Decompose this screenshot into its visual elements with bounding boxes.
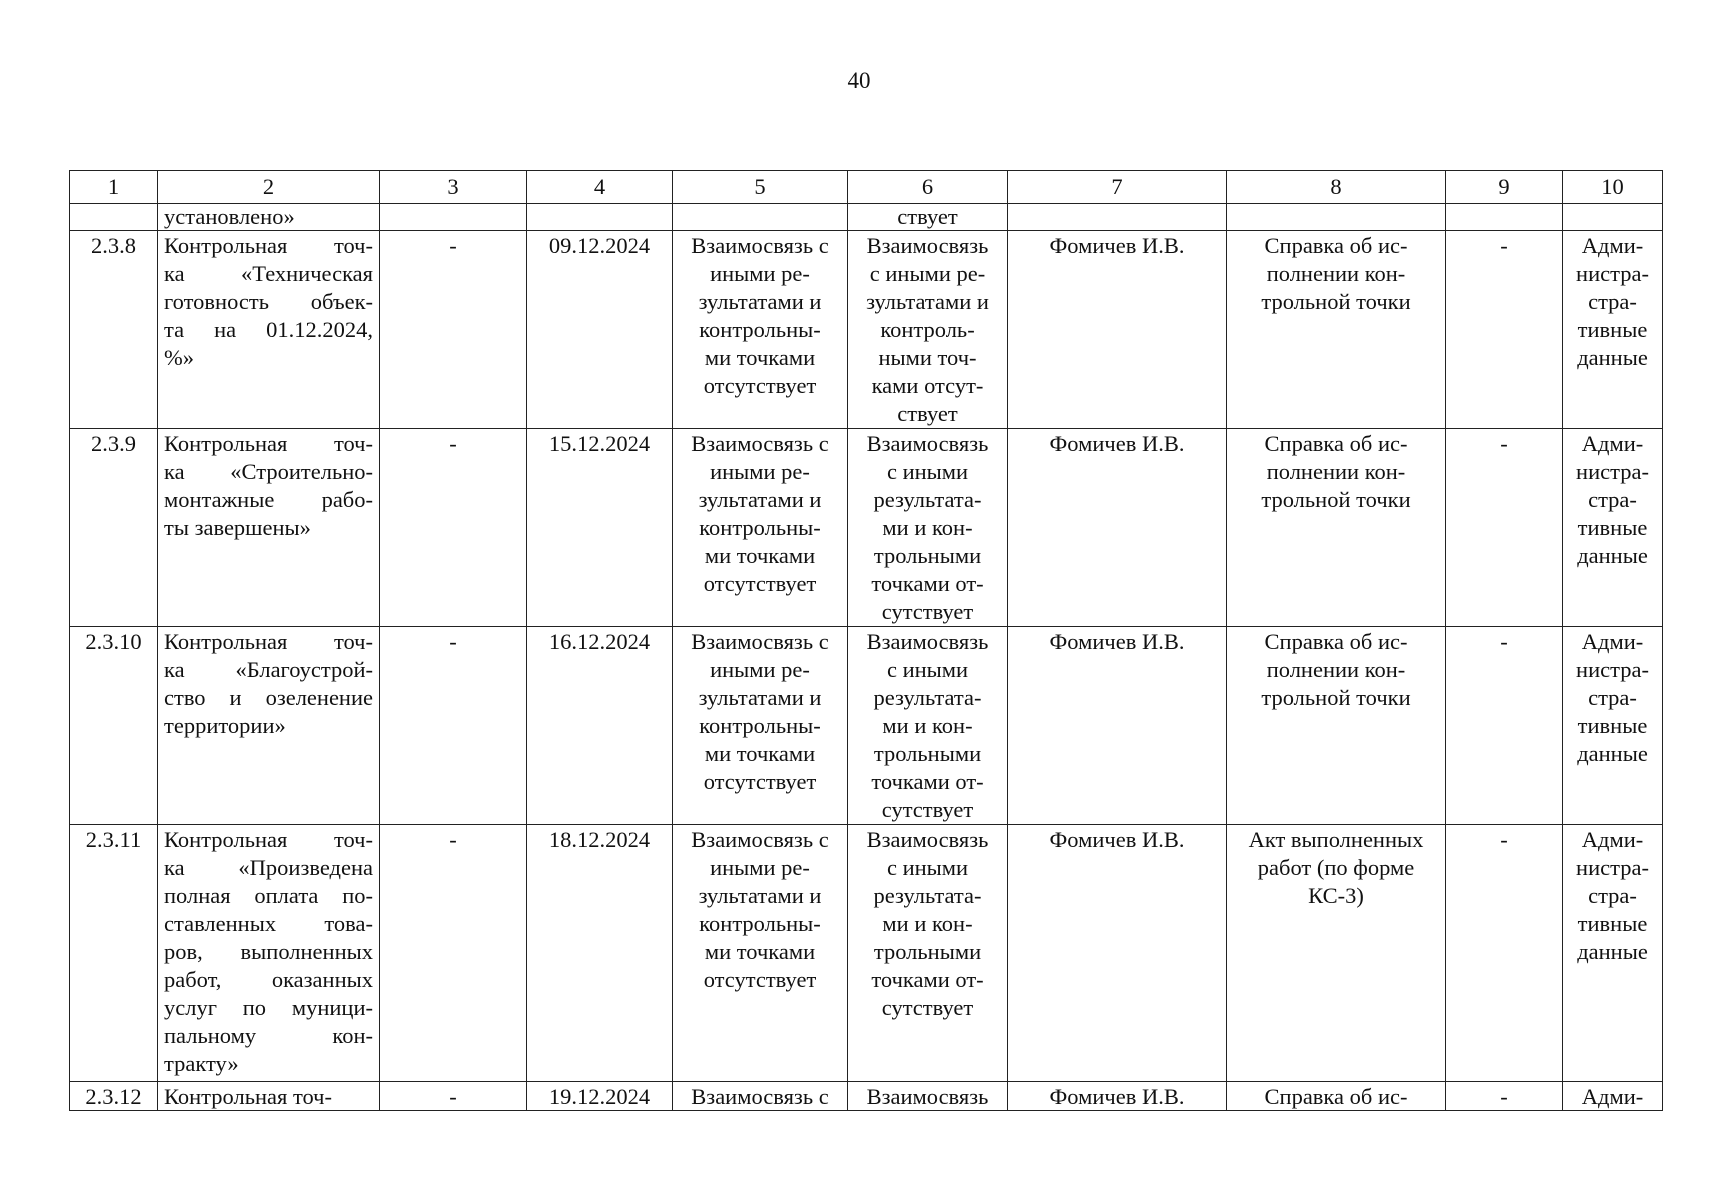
relation-points-line: зультатами и: [866, 289, 989, 314]
relation-points-line: с иными: [886, 855, 969, 880]
relation-points-line: трольными: [873, 741, 982, 766]
control-point-name-line: Контрольная точ-: [164, 629, 373, 654]
confirming-document-line: Справка об ис-: [1264, 1084, 1408, 1109]
control-point-name-line: пальному кон-: [164, 1023, 373, 1048]
row-number: 2.3.12: [70, 1082, 158, 1111]
control-point-name: [158, 231, 380, 429]
relation-points-line: Взаимосвязь: [866, 233, 989, 258]
column-number: 3: [380, 171, 527, 204]
control-point-name-line: работ, оказанных: [164, 967, 373, 992]
column-number: 6: [848, 171, 1008, 204]
due-date: 18.12.2024: [527, 825, 673, 1082]
relation-points-line: сутствует: [881, 995, 974, 1020]
confirming-document-line: полнении кон-: [1266, 459, 1406, 484]
relation-results: [673, 627, 848, 825]
relation-points-line: Взаимосвязь: [866, 1084, 989, 1109]
column-number: 5: [673, 171, 848, 204]
relation-results-line: Взаимосвязь с: [691, 629, 829, 654]
relation-points-line: точками от-: [871, 769, 984, 794]
confirming-document-line: Акт выполненных: [1248, 827, 1424, 852]
column-number: 7: [1008, 171, 1227, 204]
relation-results-line: отсутствует: [703, 373, 817, 398]
relation-points-line: ствует: [897, 401, 958, 426]
table-row: [70, 825, 1663, 1082]
control-point-name-line: %»: [164, 345, 194, 370]
column9-value: -: [1446, 825, 1563, 1082]
control-points-table: [69, 170, 1663, 1111]
data-source-line: данные: [1577, 741, 1648, 766]
confirming-document: [1227, 429, 1446, 627]
data-source: [1563, 1082, 1663, 1111]
relation-results-line: контрольны-: [699, 515, 821, 540]
data-source-line: нистра-: [1576, 261, 1649, 286]
relation-results-line: иными ре-: [710, 657, 810, 682]
relation-points: [848, 429, 1008, 627]
responsible-person: Фомичев И.В.: [1008, 627, 1227, 825]
due-date: 19.12.2024: [527, 1082, 673, 1111]
relation-results-line: иными ре-: [710, 261, 810, 286]
relation-points-line: ми и кон-: [882, 713, 973, 738]
relation-points-line: с иными: [886, 657, 969, 682]
continuation-text: ствует: [848, 204, 1008, 231]
confirming-document-line: Справка об ис-: [1264, 431, 1408, 456]
relation-points-line: контроль-: [880, 317, 975, 342]
confirming-document-line: полнении кон-: [1266, 261, 1406, 286]
confirming-document-line: трольной точки: [1261, 289, 1411, 314]
relation-points-line: трольными: [873, 543, 982, 568]
relation-points-line: ными точ-: [878, 345, 977, 370]
control-point-name-line: ставленных това-: [164, 911, 373, 936]
confirming-document-line: работ (по форме: [1257, 855, 1415, 880]
confirming-document-line: Справка об ис-: [1264, 233, 1408, 258]
relation-results-line: зультатами и: [698, 487, 822, 512]
relation-points-line: Взаимосвязь: [866, 431, 989, 456]
relation-results-line: Взаимосвязь с: [691, 431, 829, 456]
relation-points: [848, 1082, 1008, 1111]
control-point-name-line: ка «Благоустрой-: [164, 657, 373, 682]
relation-results-line: отсутствует: [703, 769, 817, 794]
data-source-line: данные: [1577, 543, 1648, 568]
confirming-document: [1227, 627, 1446, 825]
control-point-name-line: Контрольная точ-: [164, 233, 373, 258]
relation-results-line: ми точками: [704, 939, 816, 964]
data-source-line: стра-: [1588, 883, 1637, 908]
data-source-line: стра-: [1588, 289, 1637, 314]
relation-results-line: зультатами и: [698, 289, 822, 314]
row-number: 2.3.8: [70, 231, 158, 429]
relation-results-line: контрольны-: [699, 911, 821, 936]
data-source-line: Адми-: [1581, 1084, 1644, 1109]
relation-results: [673, 231, 848, 429]
relation-results-line: отсутствует: [703, 967, 817, 992]
confirming-document-line: трольной точки: [1261, 487, 1411, 512]
relation-results-line: иными ре-: [710, 855, 810, 880]
relation-results-line: ми точками: [704, 543, 816, 568]
row-number: 2.3.10: [70, 627, 158, 825]
column3-value: -: [380, 429, 527, 627]
control-point-name-line: ты завершены»: [164, 515, 311, 540]
data-source-line: нистра-: [1576, 459, 1649, 484]
control-point-name: [158, 825, 380, 1082]
relation-points-line: результата-: [873, 883, 982, 908]
relation-points-line: Взаимосвязь: [866, 629, 989, 654]
relation-points: [848, 627, 1008, 825]
row-number: 2.3.9: [70, 429, 158, 627]
table-row: [70, 1082, 1663, 1111]
control-point-name-line: ка «Строительно-: [164, 459, 373, 484]
control-point-name-line: полная оплата по-: [164, 883, 373, 908]
control-point-name-line: услуг по муници-: [164, 995, 373, 1020]
column9-value: -: [1446, 1082, 1563, 1111]
relation-points-line: результата-: [873, 487, 982, 512]
control-point-name-line: ка «Техническая: [164, 261, 373, 286]
data-source-line: данные: [1577, 345, 1648, 370]
data-source-line: Адми-: [1581, 431, 1644, 456]
control-point-name-line: ство и озеленение: [164, 685, 373, 710]
relation-results-line: Взаимосвязь с: [691, 827, 829, 852]
confirming-document: [1227, 825, 1446, 1082]
relation-points-line: ми и кон-: [882, 515, 973, 540]
relation-results-line: зультатами и: [698, 685, 822, 710]
confirming-document: [1227, 231, 1446, 429]
column-number: 1: [70, 171, 158, 204]
column9-value: -: [1446, 231, 1563, 429]
confirming-document-line: КС-3): [1308, 883, 1364, 908]
data-source-line: данные: [1577, 939, 1648, 964]
control-point-name-line: Контрольная точ-: [164, 431, 373, 456]
relation-points-line: с иными: [886, 459, 969, 484]
relation-results-line: Взаимосвязь с: [691, 1084, 829, 1109]
data-source-line: тивные: [1577, 317, 1648, 342]
table-row: [70, 429, 1663, 627]
relation-points-line: точками от-: [871, 571, 984, 596]
page-number: 40: [847, 68, 871, 93]
data-source: [1563, 231, 1663, 429]
relation-results: [673, 825, 848, 1082]
row-number: 2.3.11: [70, 825, 158, 1082]
control-point-name-line: тракту»: [164, 1051, 239, 1076]
relation-results-line: Взаимосвязь с: [691, 233, 829, 258]
relation-results-line: ми точками: [704, 741, 816, 766]
data-source: [1563, 825, 1663, 1082]
column-number: 2: [158, 171, 380, 204]
column3-value: -: [380, 627, 527, 825]
data-source-line: тивные: [1577, 515, 1648, 540]
data-source-line: тивные: [1577, 911, 1648, 936]
confirming-document-line: трольной точки: [1261, 685, 1411, 710]
relation-points-line: с иными ре-: [869, 261, 986, 286]
data-source-line: стра-: [1588, 487, 1637, 512]
column9-value: -: [1446, 627, 1563, 825]
responsible-person: Фомичев И.В.: [1008, 231, 1227, 429]
data-source-line: нистра-: [1576, 657, 1649, 682]
control-point-name: [158, 429, 380, 627]
control-point-name: [158, 627, 380, 825]
data-source: [1563, 429, 1663, 627]
column-number: 8: [1227, 171, 1446, 204]
due-date: 15.12.2024: [527, 429, 673, 627]
relation-points-line: сутствует: [881, 599, 974, 624]
relation-points-line: точками от-: [871, 967, 984, 992]
table-row: [70, 627, 1663, 825]
relation-points-line: сутствует: [881, 797, 974, 822]
responsible-person: Фомичев И.В.: [1008, 1082, 1227, 1111]
relation-points-line: ми и кон-: [882, 911, 973, 936]
due-date: 16.12.2024: [527, 627, 673, 825]
due-date: 09.12.2024: [527, 231, 673, 429]
relation-results-line: контрольны-: [699, 713, 821, 738]
relation-results-line: контрольны-: [699, 317, 821, 342]
control-point-name-line: та на 01.12.2024,: [164, 317, 373, 342]
data-source: [1563, 627, 1663, 825]
relation-points-line: ками отсут-: [871, 373, 984, 398]
confirming-document: [1227, 1082, 1446, 1111]
control-point-name-line: ка «Произведена: [164, 855, 373, 880]
control-point-name-line: Контрольная точ-: [164, 1084, 332, 1109]
relation-points-line: трольными: [873, 939, 982, 964]
responsible-person: Фомичев И.В.: [1008, 429, 1227, 627]
control-point-name-line: монтажные рабо-: [164, 487, 373, 512]
column-number: 4: [527, 171, 673, 204]
data-source-line: Адми-: [1581, 827, 1644, 852]
data-source-line: Адми-: [1581, 629, 1644, 654]
column3-value: -: [380, 1082, 527, 1111]
table-row: [70, 231, 1663, 429]
relation-points: [848, 825, 1008, 1082]
responsible-person: Фомичев И.В.: [1008, 825, 1227, 1082]
column3-value: -: [380, 825, 527, 1082]
data-source-line: тивные: [1577, 713, 1648, 738]
column9-value: -: [1446, 429, 1563, 627]
relation-results-line: зультатами и: [698, 883, 822, 908]
relation-results: [673, 1082, 848, 1111]
relation-results: [673, 429, 848, 627]
column-number: 10: [1563, 171, 1663, 204]
control-point-name-line: территории»: [164, 713, 286, 738]
data-source-line: стра-: [1588, 685, 1637, 710]
relation-results-line: ми точками: [704, 345, 816, 370]
confirming-document-line: полнении кон-: [1266, 657, 1406, 682]
continuation-text: установлено»: [158, 204, 380, 231]
control-point-name: [158, 1082, 380, 1111]
column-number: 9: [1446, 171, 1563, 204]
relation-points-line: Взаимосвязь: [866, 827, 989, 852]
control-point-name-line: Контрольная точ-: [164, 827, 373, 852]
relation-points-line: результата-: [873, 685, 982, 710]
column-number-row: [70, 171, 1663, 204]
column3-value: -: [380, 231, 527, 429]
relation-results-line: отсутствует: [703, 571, 817, 596]
continuation-row: [70, 204, 1663, 231]
confirming-document-line: Справка об ис-: [1264, 629, 1408, 654]
relation-points: [848, 231, 1008, 429]
data-source-line: Адми-: [1581, 233, 1644, 258]
control-point-name-line: ров, выполненных: [164, 939, 373, 964]
control-point-name-line: готовность объек-: [164, 289, 373, 314]
relation-results-line: иными ре-: [710, 459, 810, 484]
data-source-line: нистра-: [1576, 855, 1649, 880]
